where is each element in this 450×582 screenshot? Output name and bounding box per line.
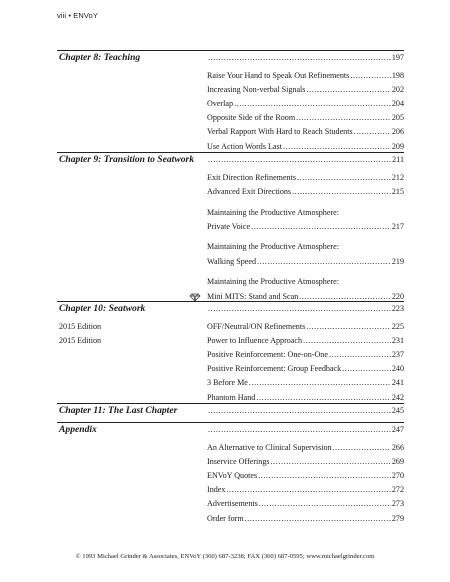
entry-title: Positive Reinforcement: Group Feedback [207, 364, 342, 374]
dot-leader [257, 257, 391, 266]
toc-entry[interactable] [207, 85, 404, 98]
toc-entry[interactable] [207, 471, 404, 484]
chapter-title[interactable]: Chapter 11: The Last Chapter [59, 405, 178, 416]
chapter-page-line[interactable] [207, 155, 404, 168]
dot-leader [258, 471, 391, 480]
entry-title: Increasing Non-verbal Signals [207, 84, 306, 94]
dot-leader [306, 322, 391, 331]
dot-leader [306, 85, 390, 94]
entry-title: Mini MITS: Stand and Scan [207, 291, 299, 301]
toc-entry[interactable] [207, 485, 404, 498]
entry-page: 266 [391, 442, 404, 452]
dot-leader [208, 304, 391, 313]
toc-entry[interactable] [207, 364, 404, 377]
toc-entry[interactable] [207, 222, 404, 235]
group-heading-text: Maintaining the Productive Atmosphere: [207, 207, 339, 217]
chapter-page: 245 [391, 406, 404, 415]
entry-page: 202 [391, 84, 404, 94]
dot-leader [245, 514, 391, 523]
entry-group-heading [207, 277, 404, 290]
toc-entry[interactable] [207, 499, 404, 512]
entry-page: 241 [391, 378, 404, 388]
entry-title: 3 Before Me [207, 378, 248, 388]
chapter-title[interactable]: Appendix [59, 424, 97, 435]
entry-page: 269 [391, 456, 404, 466]
entry-title: Advanced Exit Directions [207, 186, 292, 196]
chapter-page: 197 [391, 53, 404, 62]
chapter-page: 223 [391, 304, 404, 313]
entry-page: 272 [391, 485, 404, 495]
dot-leader [350, 71, 391, 80]
chapter-title[interactable]: Chapter 9: Transition to Seatwork [59, 154, 195, 165]
entry-page: 205 [391, 113, 404, 123]
entry-title: Phantom Hand [207, 392, 256, 402]
dot-leader [259, 499, 391, 508]
dot-leader [249, 378, 391, 387]
entry-title: Power to Influence Approach [207, 335, 303, 345]
dot-leader [354, 127, 391, 136]
chapter-page: 247 [391, 425, 404, 434]
entry-page: 242 [391, 392, 404, 402]
chapter-page-line[interactable] [207, 304, 404, 317]
dot-leader [226, 485, 390, 494]
entry-page: 206 [391, 127, 404, 137]
toc-entry[interactable] [207, 514, 404, 527]
dot-leader [256, 393, 391, 402]
entry-title: Verbal Rapport With Hard to Reach Students [207, 127, 353, 137]
dot-leader [208, 425, 391, 434]
chapter-page-line[interactable] [207, 425, 404, 438]
entry-page: 215 [391, 186, 404, 196]
entry-page: 209 [391, 141, 404, 151]
toc-entry[interactable] [207, 257, 404, 270]
entry-title: Opposite Side of the Room [207, 113, 296, 123]
entry-title: Overlap [207, 99, 234, 108]
dot-leader [251, 222, 391, 231]
chapter-page-line[interactable] [207, 406, 404, 419]
dot-leader [208, 155, 391, 164]
entry-title: OFF/Neutral/ON Refinements [207, 321, 306, 331]
dot-leader [299, 292, 391, 301]
entry-title: Advertisements [207, 499, 258, 509]
divider-line [57, 422, 404, 423]
entry-title: Walking Speed [207, 256, 257, 266]
toc-entry[interactable] [207, 336, 404, 349]
toc-entry[interactable] [207, 350, 404, 363]
entry-title: ENVoY Quotes [207, 471, 258, 480]
chapter-page: 211 [392, 155, 404, 164]
running-header: viii • ENVoY [57, 11, 98, 20]
entry-title: Raise Your Hand to Speak Out Refinements [207, 70, 350, 80]
entry-page: 217 [391, 221, 404, 231]
dot-leader [296, 113, 391, 122]
toc-entry[interactable] [207, 378, 404, 391]
entry-group-heading [207, 242, 404, 255]
entry-page: 198 [391, 70, 404, 80]
divider-line [57, 50, 404, 51]
entry-page: 270 [391, 471, 404, 480]
entry-page: 237 [391, 350, 404, 359]
toc-entry[interactable] [207, 187, 404, 200]
entry-page: 273 [391, 499, 404, 509]
dot-leader [208, 406, 391, 415]
dot-leader [292, 187, 391, 196]
divider-line [57, 301, 404, 302]
chapter-page-line[interactable] [207, 53, 404, 66]
dot-leader [271, 457, 391, 466]
entry-group-heading [207, 208, 404, 221]
dot-leader [333, 443, 391, 452]
entry-title: An Alternative to Clinical Supervision [207, 442, 332, 452]
toc-entry[interactable] [207, 292, 404, 305]
dot-leader [234, 99, 391, 108]
dot-leader [329, 350, 391, 359]
entry-page: 219 [391, 256, 404, 266]
chapter-title[interactable]: Chapter 10: Seatwork [59, 303, 146, 314]
entry-title: Use Action Words Last [207, 141, 282, 151]
dot-leader [342, 364, 391, 373]
dot-leader [208, 53, 391, 62]
entry-page: 212 [391, 172, 404, 182]
entry-page: 225 [391, 321, 404, 331]
entry-title: Inservice Offerings [207, 456, 270, 466]
entry-page: 279 [391, 513, 404, 523]
dot-leader [283, 142, 391, 151]
toc-entry[interactable] [207, 443, 404, 456]
copyright-footer: © 1993 Michael Grinder & Associates, ENVoY (360) 687-3238; FAX (360) 687-0595; www.michaelgrinder.com [75, 553, 375, 560]
toc-entry[interactable] [207, 113, 404, 126]
divider-line [57, 152, 404, 153]
entry-page: 240 [391, 364, 404, 374]
group-heading-text: Maintaining the Productive Atmosphere: [207, 242, 339, 252]
divider-line [57, 403, 404, 404]
dot-leader [303, 336, 391, 345]
dot-leader [297, 173, 391, 182]
edition-note: 2015 Edition [59, 335, 102, 345]
entry-title: Exit Direction Refinements [207, 172, 297, 182]
entry-title: Positive Reinforcement: One-on-One [207, 350, 328, 359]
toc-entry[interactable] [207, 127, 404, 140]
toc-entry[interactable] [207, 173, 404, 186]
entry-title: Index [207, 485, 226, 495]
entry-title: Private Voice [207, 221, 251, 231]
chapter-title[interactable]: Chapter 8: Teaching [59, 52, 141, 63]
edition-note: 2015 Edition [59, 321, 102, 331]
toc-entry[interactable] [207, 457, 404, 470]
entry-page: 231 [391, 335, 404, 345]
toc-entry[interactable] [207, 322, 404, 335]
toc-entry[interactable] [207, 99, 404, 112]
toc-entry[interactable] [207, 71, 404, 84]
entry-page: 204 [391, 99, 404, 108]
group-heading-text: Maintaining the Productive Atmosphere: [207, 277, 339, 287]
entry-page: 220 [391, 291, 404, 301]
entry-title: Order form [207, 513, 244, 523]
